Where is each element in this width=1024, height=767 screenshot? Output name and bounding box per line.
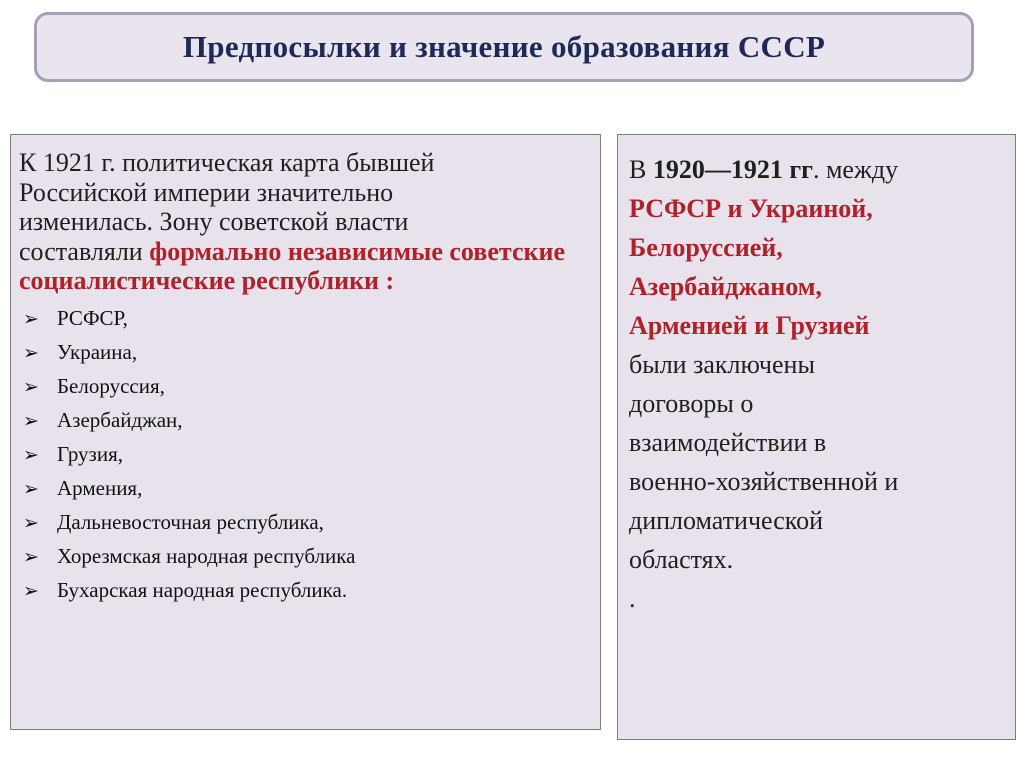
treaty-years: 1920—1921 гг	[652, 155, 813, 184]
republic-list-item	[19, 336, 600, 370]
republic-list-item	[19, 404, 600, 438]
treaty-text-line: дипломатической	[629, 506, 823, 535]
treaty-paragraph	[629, 150, 1015, 618]
right-text-panel	[617, 134, 1016, 740]
arrow-bullet-icon: ➢	[23, 511, 39, 534]
republic-name: Хорезмская народная республика	[57, 544, 356, 568]
republic-list-item	[19, 370, 600, 404]
treaty-text-line: областях.	[629, 545, 734, 574]
arrow-bullet-icon: ➢	[23, 341, 39, 364]
republic-list-item	[19, 506, 600, 540]
treaty-party-line: Арменией и Грузией	[629, 311, 870, 340]
treaty-party-line: Белоруссией,	[629, 233, 783, 262]
treaty-prefix: В	[629, 155, 653, 184]
republic-list-item	[19, 472, 600, 506]
treaty-text-line: взаимодействии в	[629, 428, 827, 457]
treaty-parties	[629, 189, 1015, 345]
republic-name: Грузия,	[57, 442, 123, 466]
treaty-text-line: .	[629, 584, 636, 613]
title-banner	[34, 12, 974, 82]
republic-list-item	[19, 540, 600, 574]
arrow-bullet-icon: ➢	[23, 443, 39, 466]
intro-highlight: формально независимые советские социалистические республики :	[19, 236, 565, 295]
arrow-bullet-icon: ➢	[23, 307, 39, 330]
republic-name: Дальневосточная республика,	[57, 510, 324, 534]
arrow-bullet-icon: ➢	[23, 409, 39, 432]
treaty-suffix: . между	[812, 155, 899, 184]
arrow-bullet-icon: ➢	[23, 477, 39, 500]
republic-name: РСФСР,	[57, 306, 128, 330]
treaty-text-line: были заключены	[629, 350, 815, 379]
republic-list	[19, 302, 600, 608]
treaty-text-line: военно-хозяйственной и	[629, 467, 899, 496]
republic-name: Белоруссия,	[57, 374, 165, 398]
republic-name: Украина,	[57, 340, 138, 364]
republic-list-item	[19, 574, 600, 608]
treaty-text-line: договоры о	[629, 389, 754, 418]
arrow-bullet-icon: ➢	[23, 375, 39, 398]
treaty-party-line: РСФСР и Украиной,	[629, 194, 873, 223]
arrow-bullet-icon: ➢	[23, 545, 39, 568]
republic-name: Азербайджан,	[57, 408, 183, 432]
treaty-description	[629, 345, 1015, 618]
arrow-bullet-icon: ➢	[23, 579, 39, 602]
treaty-first-line	[629, 150, 1015, 189]
intro-text: К 1921 г. политическая карта бывшей Российской империи значительно изменилась. Зону советской власти составляли	[19, 148, 435, 266]
intro-paragraph	[19, 148, 600, 296]
left-text-panel	[10, 134, 601, 730]
treaty-party-line: Азербайджаном,	[629, 272, 822, 301]
republic-name: Бухарская народная республика.	[57, 578, 348, 602]
republic-name: Армения,	[57, 476, 143, 500]
page-title: Предпосылки и значение образования СССР	[182, 29, 826, 64]
republic-list-item	[19, 302, 600, 336]
republic-list-item	[19, 438, 600, 472]
